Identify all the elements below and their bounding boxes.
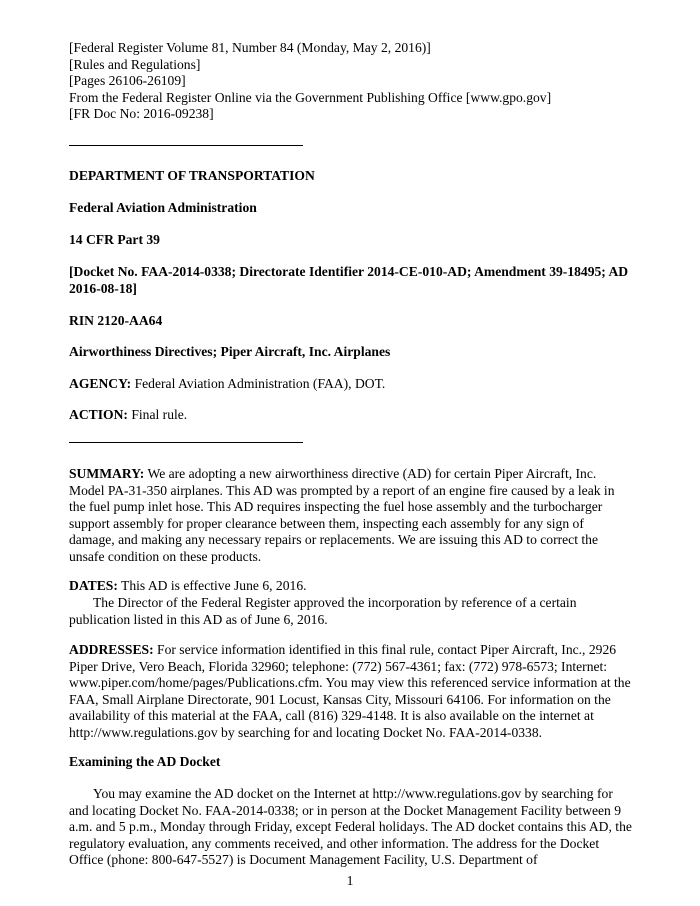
register-header: [69, 40, 551, 123]
header-volume-line: [Federal Register Volume 81, Number 84 (Monday, May 2, 2016)]: [69, 40, 431, 55]
action-label: ACTION:: [69, 407, 128, 422]
page-number: 1: [346, 873, 354, 888]
summary-paragraph: [69, 466, 629, 565]
separator-rule-top: [69, 145, 303, 146]
examining-paragraph: You may examine the AD docket on the Internet at http://www.regulations.gov by searching for and locating Docket No. FAA-2014-0338; or in person at the Docket Management Facility between 9 a.m. and 5 p.m., Monday through Friday, except Federal holidays. The AD docket contains this AD, the regulatory evaluation, any comments received, and other information. The address for the Docket Office (phone: 800-647-5527) is Document Management Facility, U.S. Department of: [69, 786, 632, 867]
addresses-text: For service information identified in this final rule, contact Piper Aircraft, Inc., 2926 Piper Drive, Vero Beach, Florida 32960; telephone: (772) 567-4361; fax: (772) 978-6573; Internet: www.piper.com/home/pages/Publications.cfm. You may view this referenced service information at the FAA, Small Airplane Directorate, 901 Locust, Kansas City, Missouri 64106. For information on the availability of this material at the FAA, call (816) 329-4148. It is also available on the internet at http://www.regulations.gov by searching for and locating Docket No. FAA-2014-0338.: [69, 642, 631, 740]
action-text: Final rule.: [127, 407, 188, 422]
docket-heading: [Docket No. FAA-2014-0338; Directorate Identifier 2014-CE-010-AD; Amendment 39-18495; AD 2016-08-18]: [69, 264, 629, 296]
summary-label: SUMMARY:: [69, 466, 145, 481]
rin-heading: RIN 2120-AA64: [69, 313, 163, 328]
summary-text: We are adopting a new airworthiness directive (AD) for certain Piper Aircraft, Inc. Model PA-31-350 airplanes. This AD was prompted by a report of an engine fire caused by a leak in the fuel pump inlet hose. This AD requires inspecting the fuel hose assembly and the turbocharger support assembly for proper clearance between them, inspecting each assembly for any sign of damage, and making any necessary repairs or replacements. We are issuing this AD to correct the unsafe condition on these products.: [69, 466, 615, 564]
agency-text: Federal Aviation Administration (FAA), DOT.: [131, 376, 386, 391]
dates-paragraph: [69, 578, 629, 595]
department-heading: DEPARTMENT OF TRANSPORTATION: [69, 168, 315, 183]
dates-label: DATES:: [69, 578, 118, 593]
header-source-line: From the Federal Register Online via the Government Publishing Office [www.gpo.gov]: [69, 89, 552, 105]
header-section-line: [Rules and Regulations]: [69, 56, 201, 72]
document-title: Airworthiness Directives; Piper Aircraft, Inc. Airplanes: [69, 344, 391, 359]
incorporation-paragraph: The Director of the Federal Register approved the incorporation by reference of a certain publication listed in this AD as of June 6, 2016.: [69, 595, 577, 627]
dates-text: This AD is effective June 6, 2016.: [117, 578, 307, 593]
administration-heading: Federal Aviation Administration: [69, 200, 257, 215]
agency-label: AGENCY:: [69, 376, 132, 391]
examining-heading: Examining the AD Docket: [69, 754, 221, 769]
action-line: [69, 407, 187, 424]
header-fr-doc-line: [FR Doc No: 2016-09238]: [69, 106, 214, 121]
agency-line: [69, 376, 385, 393]
cfr-part-heading: 14 CFR Part 39: [69, 232, 160, 247]
addresses-label: ADDRESSES:: [69, 642, 154, 657]
header-pages-line: [Pages 26106-26109]: [69, 73, 186, 88]
separator-rule-bottom: [69, 442, 303, 443]
addresses-paragraph: [69, 642, 634, 741]
